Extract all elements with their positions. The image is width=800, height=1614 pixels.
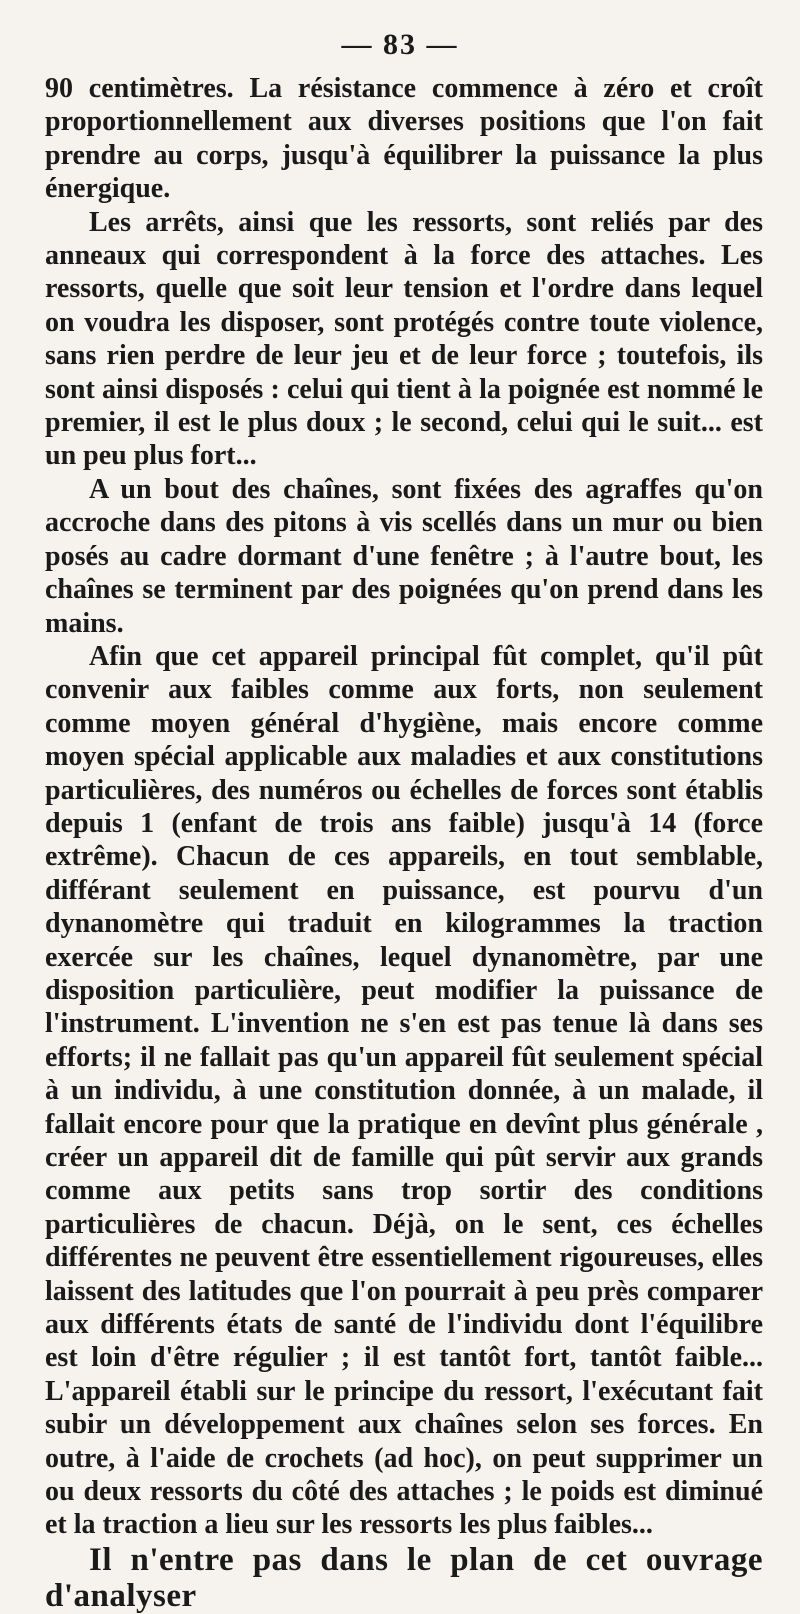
paragraph-4: Afin que cet appareil principal fût complet, qu'il pût convenir aux faibles comme aux forts, non seulement comme moyen général d'hygiène, mais encore comme moyen spécial applicable aux maladies et aux constitutions particulières, des numéros ou échelles de forces sont établis depuis 1 (enfant de trois ans faible) jusqu'à 14 (force extrême). Chacun de ces appareils, en tout semblable, différant seulement en puissance, est pourvu d'un dynanomètre qui traduit en kilogrammes la traction exercée sur les chaînes, lequel dynanomètre, par une disposition particulière, peut modifier la puissance de l'instrument. L'invention ne s'en est pas tenue là dans ses efforts; il ne fallait pas qu'un appareil fût seulement spécial à un individu, à une constitution donnée, à un malade, il fallait encore pour que la pratique en devînt plus générale , créer un appareil dit de famille qui pût servir aux grands comme aux petits sans trop sortir des conditions particulières de chacun. Déjà, on le sent, ces échelles différentes ne peuvent être essentiellement rigoureuses, elles laissent des latitudes que l'on pourrait à peu près comparer aux différents états de santé de l'individu dont l'équilibre est loin d'être régulier ; il est tantôt fort, tantôt faible... L'appareil établi sur le principe du ressort, l'exécutant fait subir un développement aux chaînes selon ses forces. En outre, à l'aide de crochets (ad hoc), on peut supprimer un ou deux ressorts du côté des attaches ; le poids est diminué et la traction a lieu sur les ressorts les plus faibles... (45, 640, 763, 1541)
paragraph-2: Les arrêts, ainsi que les ressorts, sont reliés par des anneaux qui correspondent à la force des attaches. Les ressorts, quelle que soit leur tension et l'ordre dans lequel on voudra les disposer, sont protégés contre toute violence, sans rien perdre de leur jeu et de leur force ; toutefois, ils sont ainsi disposés : celui qui tient à la poignée est nommé le premier, il est le plus doux ; le second, celui qui le suit... est un peu plus fort... (45, 206, 763, 472)
page-number: — 83 — (341, 28, 459, 61)
body-text (45, 72, 763, 1614)
paragraph-5-start: Il n'entre pas dans le plan de cet ouvrage d'analyser (45, 1541, 763, 1614)
paragraph-1: 90 centimètres. La résistance commence à zéro et croît proportionnellement aux diverses positions que l'on fait prendre au corps, jusqu'à équilibrer la puissance la plus énergique. (45, 73, 763, 205)
paragraph-3: A un bout des chaînes, sont fixées des agraffes qu'on accroche dans des pitons à vis scellés dans un mur ou bien posés au cadre dormant d'une fenêtre ; à l'autre bout, les chaînes se terminent par des poignées qu'on prend dans les mains. (45, 473, 763, 639)
